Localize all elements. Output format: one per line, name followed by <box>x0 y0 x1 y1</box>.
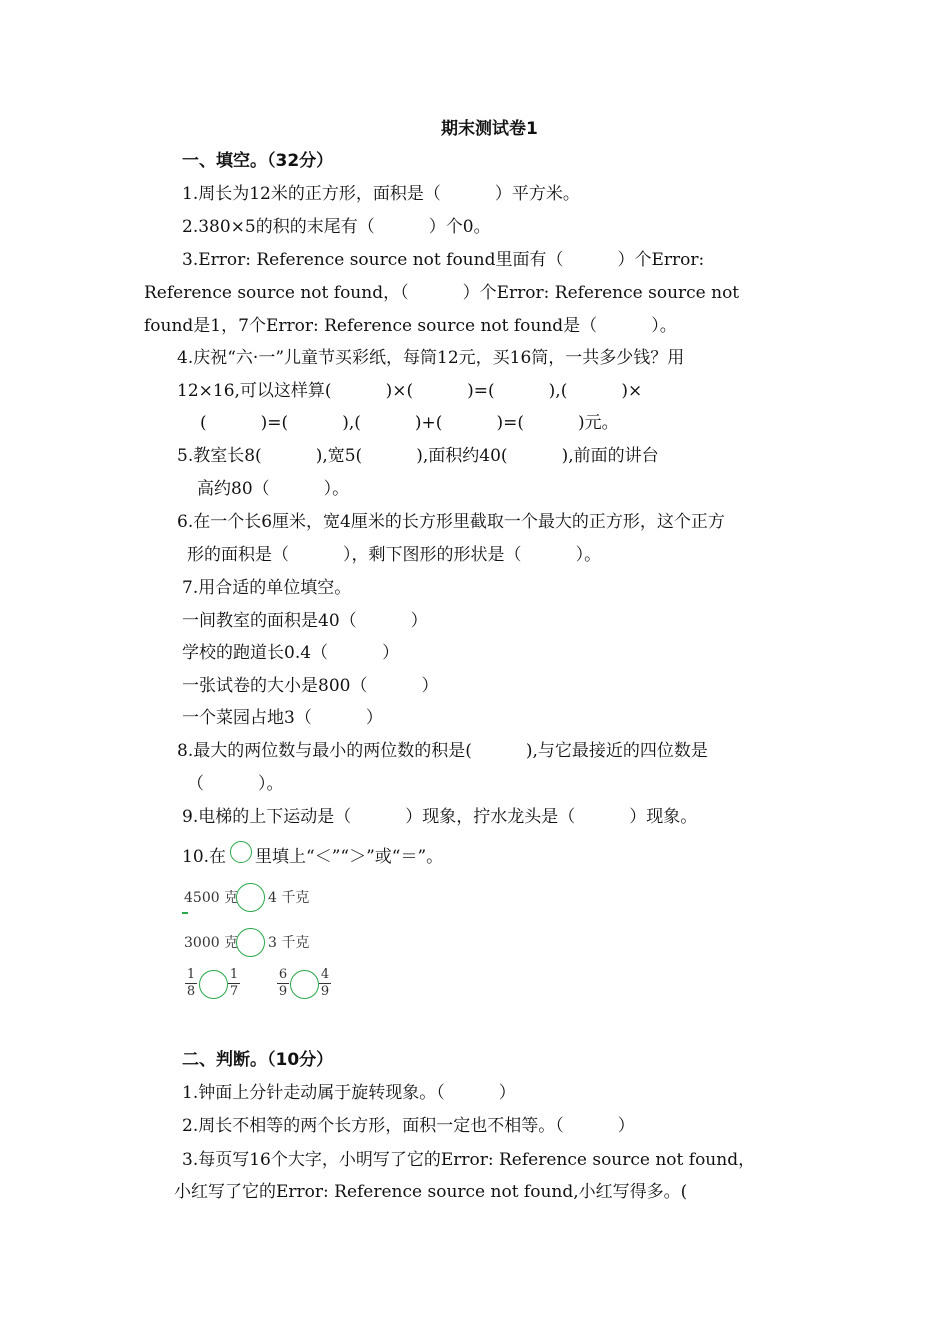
question-8-line-2: （ ）。 <box>187 774 284 794</box>
question-4-line-3: ( )=( ),( )+( )=( )元。 <box>200 413 619 433</box>
compare-row-2-left: 3000 克 <box>184 935 239 951</box>
numerator: 1 <box>186 967 196 982</box>
question-6-line-1: 6.在一个长6厘米，宽4厘米的长方形里截取一个最大的正方形，这个正方 <box>177 512 725 532</box>
compare-row-2-right: 3 千克 <box>268 935 310 951</box>
denominator: 9 <box>320 984 330 999</box>
question-7-item-4: 一个菜园占地3（ ） <box>182 708 383 728</box>
judge-question-3-line-2: 小红写了它的Error: Reference source not found,小红写得多。( <box>174 1182 688 1202</box>
question-8-line-1: 8.最大的两位数与最小的两位数的积是( ),与它最接近的四位数是 <box>177 741 708 761</box>
compare-row-1-right: 4 千克 <box>268 890 310 906</box>
fraction-4-9 <box>319 968 331 999</box>
compare-row-1-left: 4500 克 <box>184 890 239 906</box>
question-9: 9.电梯的上下运动是（ ）现象，拧水龙头是（ ）现象。 <box>182 807 698 827</box>
numerator: 1 <box>229 967 239 982</box>
question-3-line-2: Reference source not found，（ ）个Error: Reference source not <box>144 283 740 303</box>
section-heading-judgement: 二、判断。（10分） <box>182 1050 334 1070</box>
page-title: 期末测试卷1 <box>441 119 538 139</box>
question-7-item-3: 一张试卷的大小是800（ ） <box>182 676 439 696</box>
compare-row-1-circle[interactable] <box>236 883 265 912</box>
compare-circle-icon <box>230 841 252 863</box>
question-6-line-2: 形的面积是（ ），剩下图形的形状是（ ）。 <box>187 545 602 565</box>
compare-row-2-circle[interactable] <box>236 928 265 957</box>
denominator: 9 <box>278 984 288 999</box>
question-10-suffix: 里填上“＜”“＞”或“＝”。 <box>255 847 444 867</box>
question-1: 1.周长为12米的正方形，面积是（ ）平方米。 <box>182 184 580 204</box>
judge-question-2: 2.周长不相等的两个长方形，面积一定也不相等。（ ） <box>182 1116 635 1136</box>
judge-question-3-line-1: 3.每页写16个大字，小明写了它的Error: Reference source not found， <box>182 1150 756 1170</box>
question-7-heading: 7.用合适的单位填空。 <box>182 578 352 598</box>
question-5-line-2: 高约80（ ）。 <box>197 479 350 499</box>
green-tick-mark <box>182 912 188 914</box>
fraction-6-9 <box>277 968 289 999</box>
compare-fraction-1-circle[interactable] <box>199 970 228 999</box>
judge-question-1: 1.钟面上分针走动属于旋转现象。（ ） <box>182 1083 516 1103</box>
question-5-line-1: 5.教室长8( ),宽5( ),面积约40( ),前面的讲台 <box>177 446 659 466</box>
question-7-item-1: 一间教室的面积是40（ ） <box>182 611 428 631</box>
question-3-line-1: 3.Error: Reference source not found里面有（ ）个Error: <box>182 250 705 270</box>
question-2: 2.380×5的积的末尾有（ ）个0。 <box>182 217 491 237</box>
fraction-1-7 <box>228 968 240 999</box>
denominator: 7 <box>229 984 239 999</box>
question-4-line-1: 4.庆祝“六·一”儿童节买彩纸，每筒12元，买16筒，一共多少钱？用 <box>177 348 685 368</box>
denominator: 8 <box>186 984 196 999</box>
compare-fraction-2-circle[interactable] <box>290 970 319 999</box>
section-heading-fill-in: 一、填空。（32分） <box>182 151 334 171</box>
question-3-line-3: found是1，7个Error: Reference source not found是（ ）。 <box>144 316 677 336</box>
question-10-prefix: 10.在 <box>182 847 227 867</box>
numerator: 6 <box>278 967 288 982</box>
fraction-1-8 <box>185 968 197 999</box>
numerator: 4 <box>320 967 330 982</box>
question-4-line-2: 12×16,可以这样算( )×( )=( ),( )× <box>177 381 643 401</box>
question-7-item-2: 学校的跑道长0.4（ ） <box>182 643 400 663</box>
